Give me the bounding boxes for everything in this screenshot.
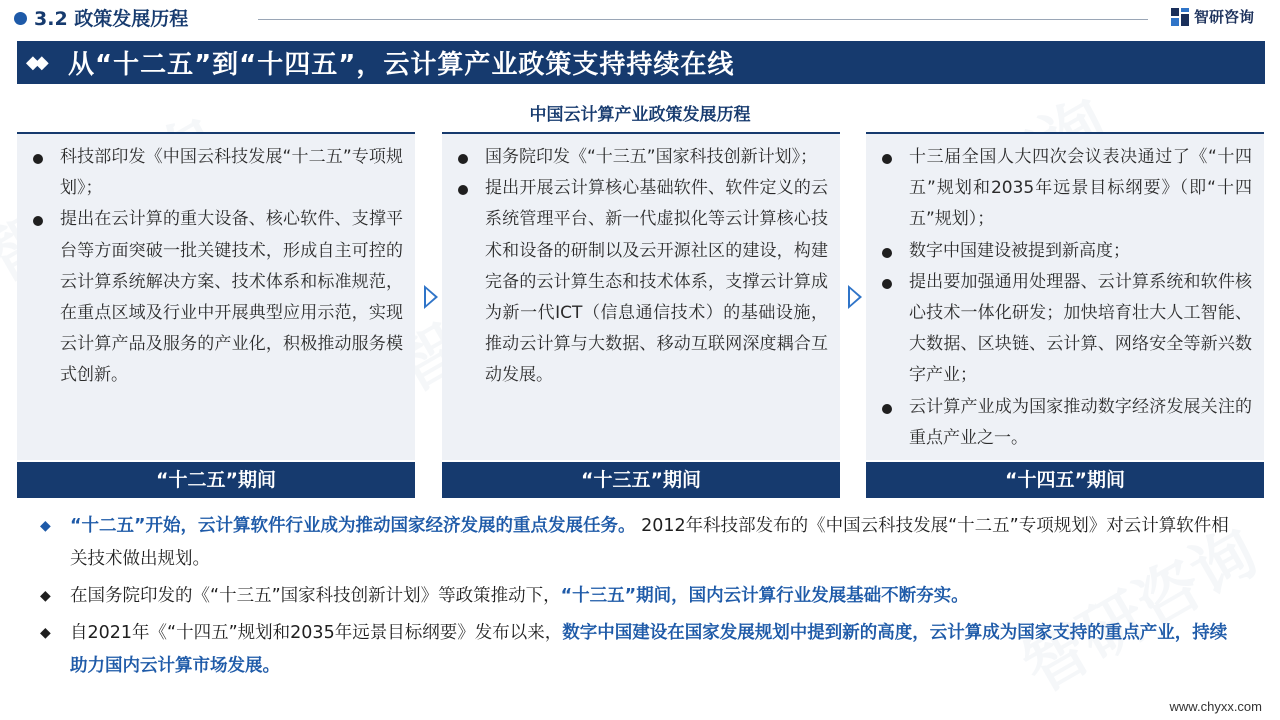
chevron-right-icon [424,285,438,309]
period-column-13th [442,132,840,498]
note-plain: 2012年科技部发布的《中国云科技发展“十二五”专项规划》对云计算软件相关技术做出规划。 [70,516,1229,569]
column-body [17,134,415,460]
note-text [44,617,1244,683]
list-item [878,142,1252,236]
note-highlight: “十三五”期间，国内云计算行业发展基础不断夯实。 [560,586,969,606]
title-banner [17,41,1265,84]
note-text [44,580,1244,613]
chevron-right-icon [848,285,862,309]
bullet-icon [33,216,43,226]
bullet-icon [458,185,468,195]
note-plain: 自2021年《“十四五”规划和2035年远景目标纲要》发布以来， [70,623,563,643]
diagram-title: 中国云计算产业政策发展历程 [529,105,751,125]
column-body [866,134,1264,460]
section-title: 3.2 政策发展历程 [34,8,189,30]
note-plain: 在国务院印发的《“十三五”国家科技创新计划》等政策推动下， [70,586,561,606]
period-column-14th [866,132,1264,498]
list-item-text: 提出要加强通用处理器、云计算系统和软件核心技术一体化研发；加快培育壮大人工智能、大数据、区块链、云计算、网络安全等新兴数字产业； [909,271,1252,386]
brand-logo [1170,6,1254,28]
page-title: 从“十二五”到“十四五”，云计算产业政策支持持续在线 [68,50,735,80]
bullet-icon [882,154,892,164]
bullet-icon [33,154,43,164]
list-item [878,392,1252,454]
note-highlight: 数字中国建设在国家发展规划中提到新的高度，云计算成为国家支持的重点产业，持续助力国内云计算市场发展。 [70,623,1228,676]
bullet-list [17,134,415,392]
list-item [29,204,403,391]
logo-text: 智研咨询 [1194,8,1255,26]
header-divider [258,19,1148,20]
section-marker-icon [14,12,27,25]
logo-icon [1170,7,1190,27]
list-item-text: 十三届全国人大四次会议表决通过了《“十四五”规划和2035年远景目标纲要》（即“十四五”规划）； [909,147,1252,230]
list-item [878,236,1252,267]
note-item [40,510,1244,576]
list-item-text: 国务院印发《“十三五”国家科技创新计划》； [485,147,818,167]
double-diamond-icon: ◆◆ [26,52,44,73]
list-item-text: 科技部印发《中国云科技发展“十二五”专项规划》； [60,147,403,199]
list-item [454,173,828,391]
list-item [878,267,1252,392]
bullet-icon [882,279,892,289]
bullet-list [866,134,1264,454]
bullet-list [442,134,840,392]
note-highlight: “十二五”开始，云计算软件行业成为推动国家经济发展的重点发展任务。 [70,516,636,536]
bullet-icon [458,154,468,164]
diamond-bullet-icon: ◆ [40,625,51,641]
period-label: “十二五”期间 [17,462,415,498]
period-label: “十四五”期间 [866,462,1264,498]
period-column-12th [17,132,415,498]
list-item-text: 数字中国建设被提到新高度； [909,240,1130,261]
header [0,0,1280,40]
bullet-icon [882,248,892,258]
list-item-text: 提出开展云计算核心基础软件、软件定义的云系统管理平台、新一代虚拟化等云计算核心技术和设备的研制以及云开源社区的建设，构建完备的云计算生态和技术体系，支撑云计算成为新一代ICT（信息通信技术）的基础设施，推动云计算与大数据、移动互联网深度耦合互动发展。 [485,178,828,386]
list-item [29,142,403,204]
note-item [40,580,1244,613]
summary-notes [40,510,1244,687]
bullet-icon [882,404,892,414]
diamond-bullet-icon: ◆ [40,588,51,604]
note-item [40,617,1244,683]
note-text [44,510,1244,576]
diamond-bullet-icon: ◆ [40,518,51,534]
list-item-text: 提出在云计算的重大设备、核心软件、支撑平台等方面突破一批关键技术，形成自主可控的云计算系统解决方案、技术体系和标准规范，在重点区域及行业中开展典型应用示范，实现云计算产品及服务的产业化，积极推动服务模式创新。 [60,209,403,386]
site-url: www.chyxx.com [1169,699,1262,714]
column-body [442,134,840,460]
list-item [454,142,828,173]
period-label: “十三五”期间 [442,462,840,498]
list-item-text: 云计算产业成为国家推动数字经济发展关注的重点产业之一。 [909,396,1252,448]
